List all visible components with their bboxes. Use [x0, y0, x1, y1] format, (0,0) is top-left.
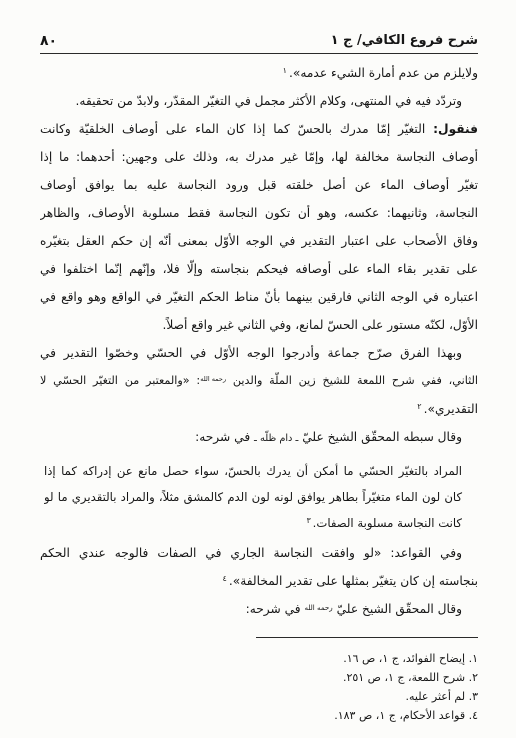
text-line	[40, 59, 478, 87]
footnote-ref: ٤	[222, 573, 227, 583]
text-line	[40, 143, 478, 171]
line-text: كانت النجاسة مسلوبة الصفات.	[312, 516, 462, 530]
honorific: رحمه الله	[200, 375, 227, 384]
line-text: وبهذا الفرق صرّح جماعة وأدرجوا الوجه الأوّل في الحسّي وخصّوا التقدير في	[40, 346, 462, 360]
footnote-separator	[256, 637, 478, 638]
text-line	[40, 339, 478, 367]
quote-line	[44, 458, 478, 484]
quote-line	[44, 510, 478, 536]
footnote-item: ١. إيضاح الفوائد، ج ١، ص ١٦.	[343, 652, 478, 665]
block-quote	[44, 458, 478, 536]
footnote-ref: ٣	[306, 515, 311, 525]
text-line	[40, 255, 478, 283]
line-text: في شرحه:	[245, 602, 301, 616]
parenthetical-note: ـ دام ظلّه ـ	[254, 433, 299, 444]
text-line	[40, 171, 478, 199]
page-header	[40, 30, 478, 52]
line-text: كان لون الماء متغيّراً بطاهر يوافق لونه لون الدم كالمشق مثلاً، والمراد بالتقديري ما لو	[44, 490, 462, 504]
footnote-ref: ١	[282, 65, 287, 75]
honorific: رحمه الله	[304, 603, 333, 613]
line-text: ولايلزم من عدم أمارة الشيء عدمه».	[289, 66, 478, 80]
continuation-text	[40, 539, 478, 623]
footnotes	[40, 649, 478, 725]
line-text: وقال سبطه المحقّق الشيخ عليّ	[302, 430, 462, 444]
line-text: أوصاف النجاسة مخالفة لها، وإمّا غير مدرك به، وذلك على وجهين: أحدهما: ما إذا	[40, 150, 478, 164]
line-text: النجاسة، وثانيهما: عكسه، وهو أن تكون النجاسة فقط مسلوبة الأوصاف، والظاهر	[40, 206, 478, 220]
footnote-item: ٤. قواعد الأحكام، ج ١، ص ١٨٣.	[334, 709, 478, 722]
footnote-item: ٣. لم أعثر عليه.	[405, 690, 478, 703]
header-rule	[40, 53, 478, 54]
line-text: بنجاسته إن كان يتغيّر بمثلها على تقدير المخالفة».	[228, 574, 478, 588]
line-text: وتردّد فيه في المنتهى، وكلام الأكثر مجمل في التغيّر المقدّر، ولابدّ من تحقيقه.	[75, 94, 462, 108]
line-text: التقديري».	[423, 402, 478, 416]
line-text: التغيّر إمّا مدرك بالحسّ كما إذا كان الماء على أوصاف الخلقيّة وكانت	[40, 122, 426, 136]
text-line	[40, 87, 478, 115]
line-text: على تقدير بقاء الماء على أوصافه فيحكم بنجاسته وإلّا فلا، وإنّهم إنّما اختلفوا في	[40, 262, 478, 276]
line-text: وفي القواعد: «لو وافقت النجاسة الجاري في الصفات فالوجه عندي الحكم	[40, 546, 462, 560]
text-line	[40, 595, 478, 623]
text-line	[40, 115, 478, 143]
text-line	[40, 395, 478, 423]
line-text: وقال المحقّق الشيخ عليّ	[336, 602, 462, 616]
text-line	[40, 539, 478, 567]
text-line	[40, 311, 478, 339]
line-text: في شرحه:	[195, 430, 251, 444]
line-text: الأوّل، لكنّه مستور على الحسّ لمانع، وفي الثاني غير واقع أصلاً.	[162, 318, 478, 332]
text-line	[40, 367, 478, 395]
line-text: وفاق الأصحاب على اعتبار التقدير في الوجه الأوّل بمعنى أنّه إن حكم العقل بتغيّره	[40, 234, 478, 248]
footnote-ref: ٢	[417, 401, 422, 411]
line-text: تغيّر أوصاف الماء عن أصل خلقته قبل ورود النجاسة عليه بما يوافق أوصاف	[40, 178, 478, 192]
page-number: ٨٠	[40, 33, 58, 49]
quote-line	[44, 484, 478, 510]
line-text: : «والمعتبر من التغيّر الحسّي لا	[40, 374, 201, 387]
text-line	[40, 283, 478, 311]
footnote-item: ٢. شرح اللمعة، ج ١، ص ٢٥١.	[342, 671, 478, 684]
line-text: الثاني، ففي شرح اللمعة للشيخ زين الملّة والدين	[232, 374, 478, 387]
running-title: شرح فروع الكافي/ ج ١	[330, 33, 478, 48]
text-line	[40, 423, 478, 451]
text-line	[40, 227, 478, 255]
main-text	[40, 59, 478, 451]
line-lead: فنقول:	[433, 122, 478, 136]
line-text: اعتباره في الوجه الثاني فارقين بينهما بأنّ مناط الحكم التغيّر في الواقع وهو واقع في	[40, 290, 478, 304]
line-text: المراد بالتغيّر الحسّي ما أمكن أن يدرك بالحسّ، سواء حصل مانع عن إدراكه كما إذا	[44, 464, 462, 478]
text-line	[40, 199, 478, 227]
text-line	[40, 567, 478, 595]
